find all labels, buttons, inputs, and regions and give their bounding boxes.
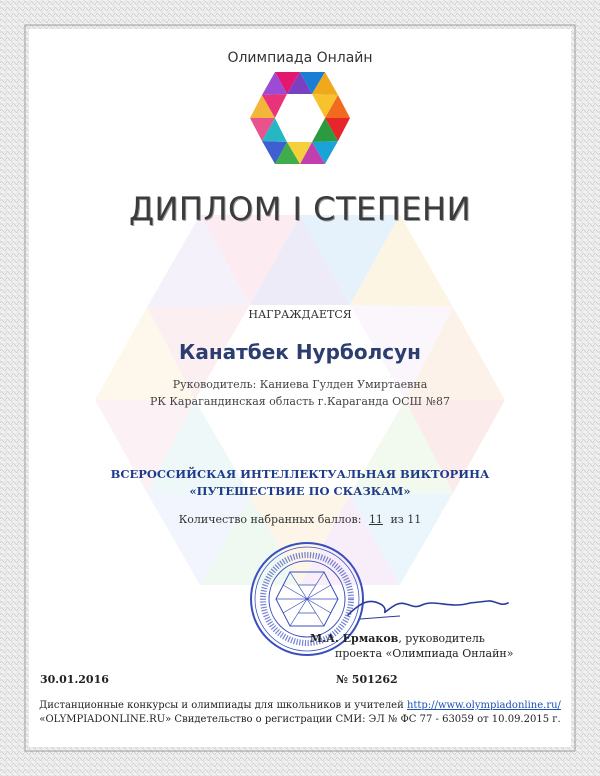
brand-name: Олимпиада Онлайн xyxy=(227,50,373,66)
school-line: РК Карагандинская область г.Караганда ОСШ №87 xyxy=(149,395,451,408)
olympiad-logo xyxy=(250,72,350,164)
contest-title-line2: «ПУТЕШЕСТВИЕ ПО СКАЗКАМ» xyxy=(189,484,411,498)
footer-line1 xyxy=(0,700,600,711)
supervisor-line: Руководитель: Каниева Гулден Умиртаевна xyxy=(172,378,428,391)
awarded-label: НАГРАЖДАЕТСЯ xyxy=(248,308,352,321)
score-total: из 11 xyxy=(390,513,422,526)
score-value: 11 xyxy=(368,513,383,526)
score-line xyxy=(0,513,600,526)
signer-line xyxy=(310,632,540,645)
signer-role: , руководитель xyxy=(398,632,485,645)
site-link[interactable]: http://www.olympiadonline.ru/ xyxy=(406,700,561,711)
diploma-number: № 501262 xyxy=(336,673,398,686)
contest-title-line1: ВСЕРОССИЙСКАЯ ИНТЕЛЛЕКТУАЛЬНАЯ ВИКТОРИНА xyxy=(110,467,490,481)
diploma-title: ДИПЛОМ I СТЕПЕНИ xyxy=(128,190,472,228)
signer-name: М.А. Ермаков xyxy=(310,632,399,645)
signer-project: проекта «Олимпиада Онлайн» xyxy=(335,647,514,660)
footer-description: Дистанционные конкурсы и олимпиады для школьников и учителей xyxy=(39,700,404,711)
signature xyxy=(340,585,520,625)
recipient-name: Канатбек Нурболсун xyxy=(179,340,421,364)
issue-date: 30.01.2016 xyxy=(40,673,109,686)
score-label: Количество набранных баллов: xyxy=(178,513,362,526)
footer-registration: «OLYMPIADONLINE.RU» Свидетельство о регистрации СМИ: ЭЛ № ФС 77 - 63059 от 10.09.2015 г. xyxy=(39,714,561,725)
